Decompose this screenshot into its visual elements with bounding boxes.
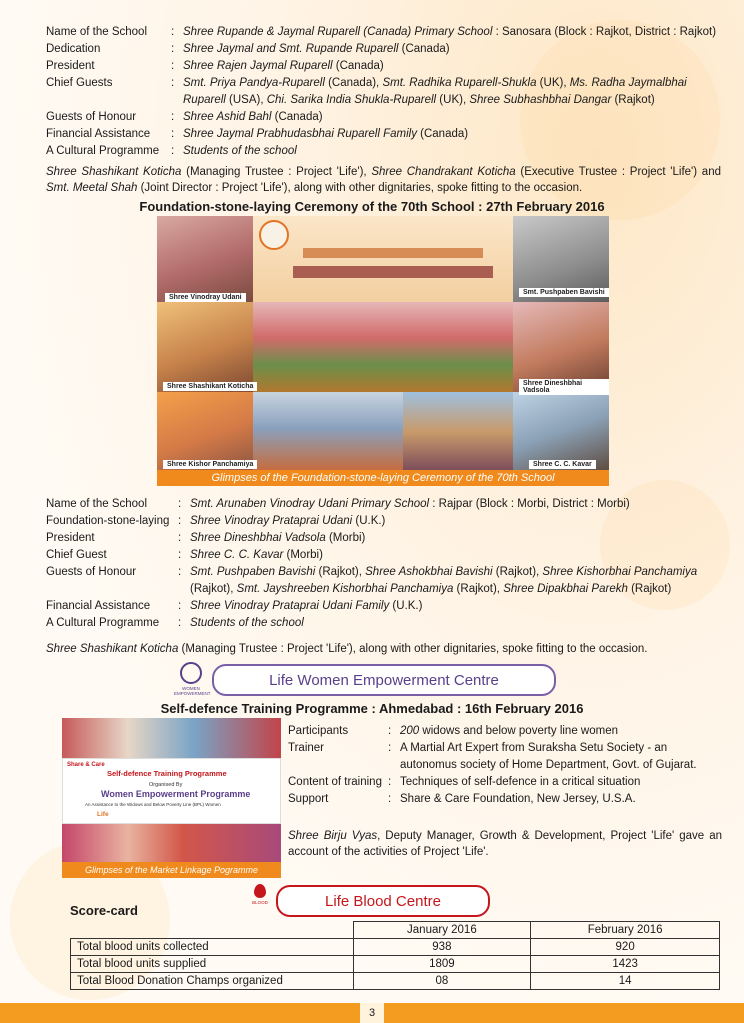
detail-separator: : <box>178 549 182 561</box>
detail-value <box>190 598 726 615</box>
italic-name: Chi. Sarika India Shukla-Ruparell <box>266 94 437 106</box>
detail-separator: : <box>171 60 175 72</box>
italic-name: Shree Jaymal Prabhudasbhai Ruparell Family <box>183 128 417 140</box>
detail-row <box>46 58 726 75</box>
detail-row <box>46 547 726 564</box>
italic-name: Shree Dipakbhai Parekh <box>503 583 628 595</box>
detail-label: President <box>46 60 95 72</box>
selfdefence-heading: Self-defence Training Programme : Ahmedabad : 16th February 2016 <box>160 701 584 716</box>
detail-separator: : <box>388 725 392 737</box>
school69-details <box>46 24 726 160</box>
women-empowerment-logo <box>174 662 211 696</box>
board-brand-life: Life <box>97 811 109 818</box>
detail-row <box>46 615 726 632</box>
board-text-line <box>303 248 483 258</box>
photo-board <box>253 216 513 302</box>
photo-dance <box>403 392 513 472</box>
table-cell: Total blood units collected <box>71 939 354 956</box>
italic-name: Shree Rupande & Jaymal Ruparell (Canada) Primary School <box>183 26 493 38</box>
board-text-line <box>293 266 493 278</box>
text-segment: (Canada) <box>398 43 450 55</box>
text-segment: widows and below poverty line women <box>419 725 618 737</box>
selfdefence-caption-strip: Glimpses of the Market Linkage Pogramme <box>62 862 281 878</box>
detail-value <box>190 530 726 547</box>
detail-label: Financial Assistance <box>46 128 151 140</box>
blood-logo-text: BLOOD <box>252 900 268 905</box>
detail-label: Guests of Honour <box>46 566 137 578</box>
italic-name: Students of the school <box>190 617 304 629</box>
detail-row <box>46 126 726 143</box>
detail-value <box>190 615 726 632</box>
detail-row <box>46 513 726 530</box>
table-header-cell <box>71 922 354 939</box>
photo-training-stage <box>62 718 281 758</box>
italic-name: Shree Ashid Bahl <box>183 111 272 123</box>
detail-row <box>46 109 726 126</box>
text-segment: : Sanosara (Block : Rajkot, District : Rajkot) <box>492 26 717 38</box>
photo-stage <box>253 302 513 392</box>
table-cell: 08 <box>353 973 531 990</box>
text-segment: (Rajkot) <box>611 94 655 106</box>
school70-note <box>46 641 721 657</box>
italic-name: Smt. Priya Pandya-Ruparell <box>183 77 325 89</box>
detail-separator: : <box>178 566 182 578</box>
detail-value <box>183 58 726 75</box>
school70-details <box>46 496 726 632</box>
detail-separator: : <box>171 111 175 123</box>
detail-label: Trainer <box>288 742 324 754</box>
table-header-cell: February 2016 <box>531 922 720 939</box>
text-segment: (USA), <box>225 94 267 106</box>
text-segment: (Morbi) <box>325 532 366 544</box>
photo-training-audience <box>62 824 281 862</box>
table-row <box>71 973 720 990</box>
text-segment: (Rajkot), <box>453 583 504 595</box>
italic-name: Shree Kishorbhai Panchamiya <box>542 566 698 578</box>
blood-logo <box>248 884 272 914</box>
detail-value <box>190 513 726 530</box>
italic-name: Shree Chandrakant Koticha <box>371 166 516 178</box>
italic-name: Smt. Radhika Ruparell-Shukla <box>382 77 537 89</box>
detail-row <box>46 75 726 109</box>
photo-speaker <box>157 216 253 302</box>
italic-name: Shree Ashokbhai Bavishi <box>365 566 493 578</box>
text-segment: (Rajkot), <box>492 566 543 578</box>
text-segment: : Rajpar (Block : Morbi, District : Morbi) <box>429 498 630 510</box>
collage-caption-strip: Glimpses of the Foundation-stone-laying Ceremony of the 70th School <box>157 470 609 486</box>
italic-name: Shree Rajen Jaymal Ruparell <box>183 60 333 72</box>
detail-row <box>46 598 726 615</box>
table-header-row <box>71 922 720 939</box>
detail-label: Content of training <box>288 776 382 788</box>
detail-row <box>46 41 726 58</box>
detail-row <box>288 723 723 740</box>
text-segment: (Managing Trustee : Project 'Life'), along with other dignitaries, spoke fitting to the occasion. <box>178 643 648 655</box>
caption-shashikant: Shree Shashikant Koticha <box>163 382 257 391</box>
italic-name: Shree Jaymal and Smt. Rupande Ruparell <box>183 43 399 55</box>
text-segment: Techniques of self-defence in a critical situation <box>400 776 641 788</box>
text-segment: (Canada), <box>324 77 383 89</box>
school69-note <box>46 164 721 196</box>
photo-speaker <box>157 302 253 392</box>
board-subtitle: An Assistance to the Widows and Below Poverty Line (BPL) Women <box>85 802 221 807</box>
selfdefence-note <box>288 828 722 860</box>
detail-separator: : <box>388 793 392 805</box>
text-segment: (Joint Director : Project 'Life'), along with other dignitaries, spoke fitting to the occasion. <box>137 182 583 194</box>
italic-name: Ms. Radha Jaymalbhai Ruparell <box>183 77 687 106</box>
blood-centre-banner: Life Blood Centre <box>276 885 490 917</box>
italic-name: Shree Shashikant Koticha <box>46 166 182 178</box>
detail-row <box>46 24 726 41</box>
table-cell: 14 <box>531 973 720 990</box>
detail-label: A Cultural Programme <box>46 145 160 157</box>
detail-separator: : <box>171 128 175 140</box>
detail-label: President <box>46 532 95 544</box>
text-segment: (Morbi) <box>283 549 323 561</box>
italic-name: Shree Birju Vyas <box>288 830 378 842</box>
board-programme: Women Empowerment Programme <box>101 789 251 799</box>
detail-separator: : <box>388 742 392 754</box>
caption-vinodray: Shree Vinodray Udani <box>165 293 246 302</box>
detail-row <box>46 496 726 513</box>
detail-separator: : <box>178 515 182 527</box>
table-row <box>71 939 720 956</box>
italic-name: Students of the school <box>183 145 297 157</box>
selfdefence-collage <box>62 718 281 878</box>
detail-value <box>190 564 726 598</box>
detail-value <box>183 143 726 160</box>
text-segment: (Managing Trustee : Project 'Life'), <box>181 166 372 178</box>
detail-separator: : <box>178 532 182 544</box>
detail-label: Participants <box>288 725 349 737</box>
scorecard-title: Score-card <box>70 903 138 918</box>
detail-value <box>190 496 726 513</box>
detail-label: Dedication <box>46 43 101 55</box>
text-segment: (Executive Trustee : Project 'Life') and <box>515 166 721 178</box>
detail-value <box>183 109 726 126</box>
text-segment: (Canada) <box>416 128 469 140</box>
italic-name: Shree Vinodray Prataprai Udani <box>190 515 353 527</box>
detail-separator: : <box>171 26 175 38</box>
detail-value <box>400 740 723 774</box>
text-segment: A Martial Art Expert from Suraksha Setu Society - an autonomus society of Home Department, Govt. of Gujarat. <box>400 742 697 771</box>
italic-name: Smt. Jayshreeben Kishorbhai Panchamiya <box>236 583 454 595</box>
detail-separator: : <box>178 498 182 510</box>
scorecard-table <box>70 921 720 990</box>
page-number: 3 <box>360 1003 384 1023</box>
detail-row <box>288 774 723 791</box>
text-segment: (U.K.) <box>352 515 386 527</box>
text-segment: Share & Care Foundation, New Jersey, U.S.A. <box>400 793 636 805</box>
blood-drop-icon <box>254 884 266 898</box>
text-segment: (UK), <box>536 77 570 89</box>
caption-kishor: Shree Kishor Panchamiya <box>163 460 257 469</box>
italic-name: Shree Subhashbhai Dangar <box>469 94 612 106</box>
detail-separator: : <box>178 600 182 612</box>
detail-row <box>46 564 726 598</box>
detail-label: Name of the School <box>46 498 148 510</box>
italic-name: 200 <box>400 725 420 737</box>
table-cell: 938 <box>353 939 531 956</box>
selfdefence-details <box>288 723 723 808</box>
text-segment: (Rajkot) <box>627 583 672 595</box>
text-segment: (Rajkot), <box>315 566 366 578</box>
detail-separator: : <box>171 145 175 157</box>
detail-label: Chief Guests <box>46 77 113 89</box>
text-segment: , Deputy Manager, Growth & Development, Project 'Life' gave an account of the activities of Project 'Life'. <box>288 830 722 858</box>
italic-name: Smt. Pushpaben Bavishi <box>190 566 316 578</box>
table-cell: 920 <box>531 939 720 956</box>
life-logo-icon <box>259 220 289 250</box>
photo-audience <box>253 392 403 472</box>
women-logo-icon <box>180 662 202 684</box>
italic-name: Smt. Meetal Shah <box>46 182 138 194</box>
table-cell: Total blood units supplied <box>71 956 354 973</box>
detail-value <box>183 41 726 58</box>
detail-label: Support <box>288 793 329 805</box>
table-cell: Total Blood Donation Champs organized <box>71 973 354 990</box>
detail-row <box>288 791 723 808</box>
text-segment: (U.K.) <box>389 600 423 612</box>
detail-row <box>46 530 726 547</box>
board-organised: Organised By <box>149 782 183 788</box>
women-empowerment-banner: Life Women Empowerment Centre <box>212 664 556 696</box>
detail-label: A Cultural Programme <box>46 617 160 629</box>
detail-label: Financial Assistance <box>46 600 151 612</box>
photo-training-board <box>62 758 281 824</box>
table-row <box>71 956 720 973</box>
italic-name: Shree Shashikant Koticha <box>46 643 179 655</box>
detail-value <box>400 723 723 740</box>
caption-dineshbhai: Shree Dineshbhai Vadsola <box>519 379 609 395</box>
detail-value <box>183 126 726 143</box>
board-title: Self-defence Training Programme <box>107 769 227 778</box>
italic-name: Shree C. C. Kavar <box>190 549 284 561</box>
detail-label: Guests of Honour <box>46 111 137 123</box>
detail-value <box>183 75 726 109</box>
detail-separator: : <box>388 776 392 788</box>
italic-name: Shree Dineshbhai Vadsola <box>190 532 326 544</box>
caption-kavar: Shree C. C. Kavar <box>529 460 596 469</box>
detail-row <box>46 143 726 160</box>
detail-label: Foundation-stone-laying <box>46 515 170 527</box>
text-segment: (UK), <box>436 94 470 106</box>
women-logo-text: WOMEN EMPOWERMENT <box>174 686 211 696</box>
detail-value <box>183 24 726 41</box>
detail-value <box>400 791 723 808</box>
detail-row <box>288 740 723 774</box>
italic-name: Shree Vinodray Prataprai Udani Family <box>190 600 390 612</box>
detail-value <box>400 774 723 791</box>
table-header-cell: January 2016 <box>353 922 531 939</box>
text-segment: (Canada) <box>271 111 323 123</box>
text-segment: (Canada) <box>332 60 384 72</box>
table-cell: 1423 <box>531 956 720 973</box>
detail-label: Chief Guest <box>46 549 107 561</box>
text-segment: (Rajkot), <box>190 583 237 595</box>
table-cell: 1809 <box>353 956 531 973</box>
board-brand-share: Share & Care <box>67 762 105 768</box>
detail-separator: : <box>178 617 182 629</box>
detail-separator: : <box>171 77 175 89</box>
italic-name: Smt. Arunaben Vinodray Udani Primary School <box>190 498 430 510</box>
detail-value <box>190 547 726 564</box>
ceremony-heading: Foundation-stone-laying Ceremony of the 70th School : 27th February 2016 <box>139 199 605 214</box>
caption-pushpaben: Smt. Pushpaben Bavishi <box>519 288 609 297</box>
ceremony-collage <box>157 216 609 484</box>
detail-label: Name of the School <box>46 26 148 38</box>
detail-separator: : <box>171 43 175 55</box>
